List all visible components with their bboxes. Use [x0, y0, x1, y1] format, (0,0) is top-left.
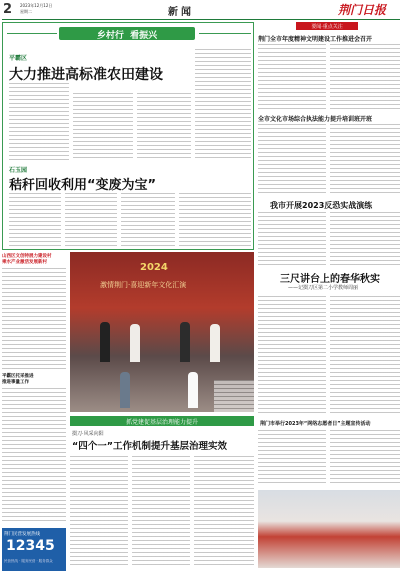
story-body	[194, 456, 254, 568]
party-banner-text: 抓党建促基层治理能力提升	[125, 419, 198, 426]
right-body	[258, 430, 326, 486]
performer	[120, 372, 130, 408]
masthead-rule	[2, 19, 400, 20]
story-headline: 平霸区托采推进 推进事量工作	[2, 374, 34, 385]
right-headline: 我市开展2023反恐实战演练	[270, 201, 373, 210]
masthead	[0, 0, 402, 20]
story-body	[195, 49, 251, 161]
story-body	[121, 193, 175, 247]
right-body	[330, 296, 400, 416]
right-body	[330, 124, 400, 196]
section-tag	[296, 22, 358, 30]
story-place: 石玉园	[9, 167, 28, 174]
performer	[180, 322, 190, 362]
story-headline: “四个一”工作机制提升基层治理实效	[72, 441, 227, 452]
story-body	[70, 456, 128, 568]
hotline-label: 荆门民营发展热线	[4, 532, 40, 537]
story-body	[132, 456, 190, 568]
story-body	[73, 93, 133, 161]
right-body	[258, 44, 326, 110]
hotline-subtext: 民营热线 · 服务民营 · 服务群众	[4, 559, 53, 563]
story-headline: 大力推进高标准农田建设	[9, 67, 163, 83]
story-headline: 山西区文创特展力建设村 乘水产业激活发展新村	[2, 254, 52, 265]
feature-banner-text: 乡村行 看振兴	[96, 31, 158, 41]
volunteer-photo	[258, 490, 400, 568]
hotline-box	[2, 528, 66, 571]
party-banner	[70, 416, 254, 426]
right-body	[330, 430, 400, 486]
stage-banner: 激情荆门·喜迎新年文化汇演	[100, 281, 187, 289]
story-body	[9, 83, 69, 161]
story-place: 平霸区	[9, 55, 28, 62]
right-headline: 三尺讲台上的春华秋实	[280, 274, 380, 285]
hotline-number: 12345	[6, 538, 55, 554]
stage-year: 2024	[140, 262, 168, 273]
banner-rule	[199, 33, 251, 34]
feature-box	[2, 22, 254, 250]
right-body	[258, 212, 326, 268]
right-body	[330, 44, 400, 110]
performer	[210, 324, 220, 362]
issue-weekday: 星期二	[20, 9, 32, 14]
section-title: 新闻	[168, 7, 194, 18]
right-body	[330, 212, 400, 268]
performer	[130, 324, 140, 362]
performer	[188, 372, 198, 408]
newspaper-logo: 荆门日报	[338, 3, 387, 17]
right-body	[258, 124, 326, 196]
right-headline: 全市文化市场综合执法能力提升培训班开班	[258, 116, 373, 123]
issue-date: 2023年12月12日	[20, 3, 53, 8]
story-body	[179, 193, 251, 247]
feature-banner	[59, 27, 195, 40]
right-column	[258, 22, 400, 571]
right-headline: 荆门全市年度精神文明建设工作推进会召开	[258, 36, 373, 43]
left-column	[2, 252, 66, 571]
right-headline: 荆门市举行2023年“网络志愿者日”主题宣传活动	[260, 421, 371, 427]
section-tag-text: 要闻·重点关注	[311, 24, 343, 30]
story-kicker: 掇刀·风采向阳	[72, 431, 104, 437]
performer	[100, 322, 110, 362]
banner-rule	[7, 33, 57, 34]
page-number: 2	[3, 2, 13, 17]
story-body	[2, 268, 66, 370]
story-body	[65, 193, 117, 247]
story-body	[2, 388, 66, 524]
right-body	[258, 296, 326, 416]
story-body	[137, 93, 191, 161]
photo-caption	[214, 380, 254, 412]
story-body	[9, 193, 61, 247]
right-subhead: ——记掇刀区第二小学教师周丽	[288, 285, 359, 291]
story-headline: 秸秆回收利用“变废为宝”	[9, 178, 157, 193]
